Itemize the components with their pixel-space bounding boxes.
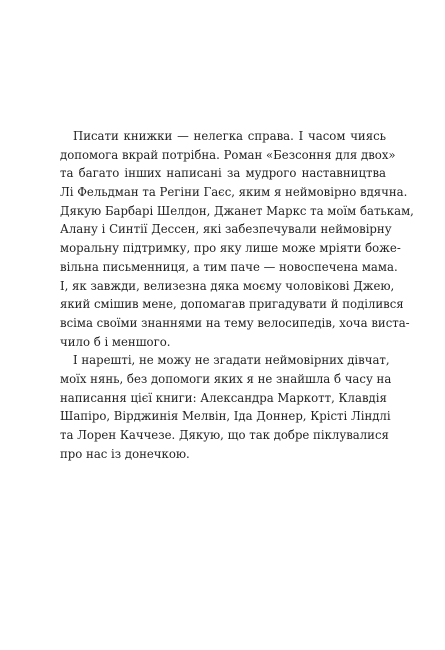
text-line: вільна письменниця, а тим паче — новоспечена мама. bbox=[60, 259, 398, 274]
text-line: допомога вкрай потрібна. Роман «Безсоння для двох» bbox=[60, 147, 396, 162]
text-line: про нас із донечкою. bbox=[60, 446, 190, 461]
text-line: Дякую Барбарі Шелдон, Джанет Маркс та моїм батькам, bbox=[60, 203, 414, 218]
text-line: моральну підтримку, про яку лише може мріяти боже- bbox=[60, 241, 401, 256]
text-line: Шапіро, Вірджинія Мелвін, Іда Доннер, Крісті Ліндлі bbox=[60, 409, 391, 424]
text-line: який смішив мене, допомагав пригадувати й поділився bbox=[60, 297, 404, 312]
text-line: написання цієї книги: Александра Маркотт, Клавдія bbox=[60, 390, 387, 405]
text-line: всіма своїми знаннями на тему велосипедів, хоча виста- bbox=[60, 315, 410, 330]
text-line: та багато інших написані за мудрого наставництва bbox=[60, 166, 386, 181]
paragraph-2 bbox=[60, 351, 392, 463]
text-line: Лі Фельдман та Регіни Гаєс, яким я неймовірно вдячна. bbox=[60, 185, 408, 200]
acknowledgements-text bbox=[60, 127, 414, 463]
text-line: та Лорен Каччезе. Дякую, що так добре піклувалися bbox=[60, 428, 389, 442]
text-line: Алану і Синтії Дессен, які забезпечували неймовірну bbox=[60, 222, 392, 237]
text-line: чило б і меншого. bbox=[60, 334, 171, 349]
text-line: І, як завжди, велизезна дяка моєму чоловікові Джею, bbox=[60, 278, 395, 293]
text-line: моїх нянь, без допомоги яких я не знайшла б часу на bbox=[60, 371, 392, 386]
paragraph-1 bbox=[60, 127, 414, 351]
text-line: І нарешті, не можу не згадати неймовірних дівчат, bbox=[73, 353, 390, 368]
text-line: Писати книжки — нелегка справа. І часом чиясь bbox=[73, 129, 386, 143]
